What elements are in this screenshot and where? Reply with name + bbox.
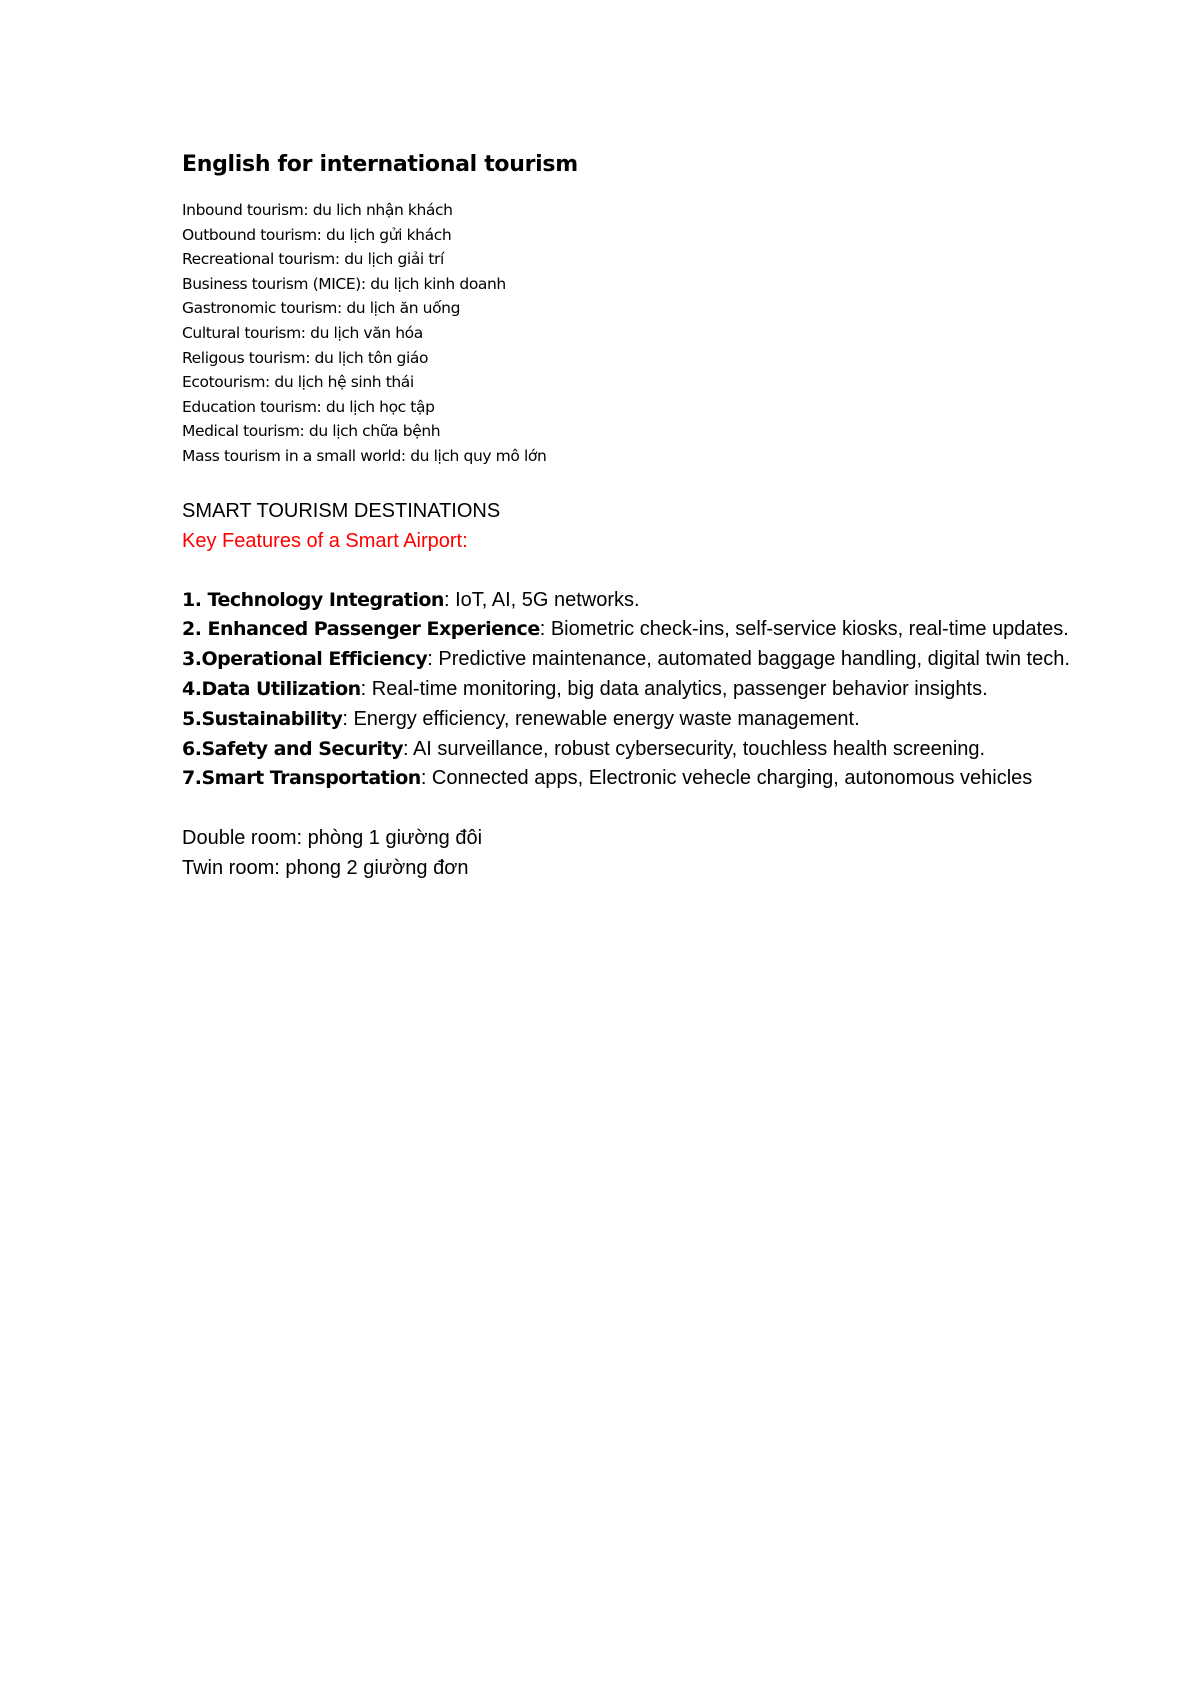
vocab-item: Gastronomic tourism: du lịch ăn uống [182,299,461,318]
section-heading: SMART TOURISM DESTINATIONS [182,499,501,522]
feature-description: : Biometric check-ins, self-service kiosks, real-time updates. [539,618,1069,641]
feature-term: 7.Smart Transportation [182,767,421,790]
vocab-item: Business tourism (MICE): du lịch kinh doanh [182,274,506,293]
feature-term: 1. Technology Integration [182,588,444,611]
feature-term: 3.Operational Efficiency [182,648,428,671]
feature-item [182,675,1082,705]
tourism-vocabulary-list [182,198,1082,469]
feature-term: 5.Sustainability [182,707,343,730]
feature-item [182,735,1082,765]
room-type-item: Twin room: phong 2 giường đơn [182,856,469,879]
feature-description: : Connected apps, Electronic vehecle charging, autonomous vehicles [420,767,1033,790]
vocab-item: Cultural tourism: du lịch văn hóa [182,323,423,342]
feature-description: : Predictive maintenance, automated baggage handling, digital twin tech. [427,648,1070,671]
feature-item [182,586,1082,616]
feature-item [182,645,1082,675]
document-body [182,148,1082,884]
smart-airport-features-list [182,586,1082,795]
vocab-item: Education tourism: du lịch học tập [182,397,435,416]
feature-item [182,764,1082,794]
vocab-item: Inbound tourism: du lich nhận khách [182,201,453,219]
vocab-item: Recreational tourism: du lịch giải trí [182,250,444,269]
feature-term: 4.Data Utilization [182,677,361,700]
section-subheading: Key Features of a Smart Airport: [182,529,468,552]
feature-description: : Real-time monitoring, big data analytics, passenger behavior insights. [360,677,988,700]
vocab-item: Mass tourism in a small world: du lịch quy mô lớn [182,446,547,465]
feature-term: 6.Safety and Security [182,737,403,760]
feature-description: : IoT, AI, 5G networks. [443,588,640,611]
room-types-list [182,824,1082,884]
vocab-item: Ecotourism: du lịch hệ sinh thái [182,373,414,392]
document-title: English for international tourism [182,152,578,177]
feature-item [182,615,1082,645]
feature-description: : Energy efficiency, renewable energy waste management. [342,707,860,730]
feature-term: 2. Enhanced Passenger Experience [182,618,540,641]
vocab-item: Outbound tourism: du lịch gửi khách [182,225,452,244]
feature-description: : AI surveillance, robust cybersecurity, touchless health screening. [402,737,986,760]
smart-tourism-section [182,496,1082,884]
vocab-item: Medical tourism: du lịch chữa bệnh [182,422,441,441]
feature-item [182,705,1082,735]
room-type-item: Double room: phòng 1 giường đôi [182,827,483,850]
vocab-item: Religous tourism: du lịch tôn giáo [182,348,429,367]
